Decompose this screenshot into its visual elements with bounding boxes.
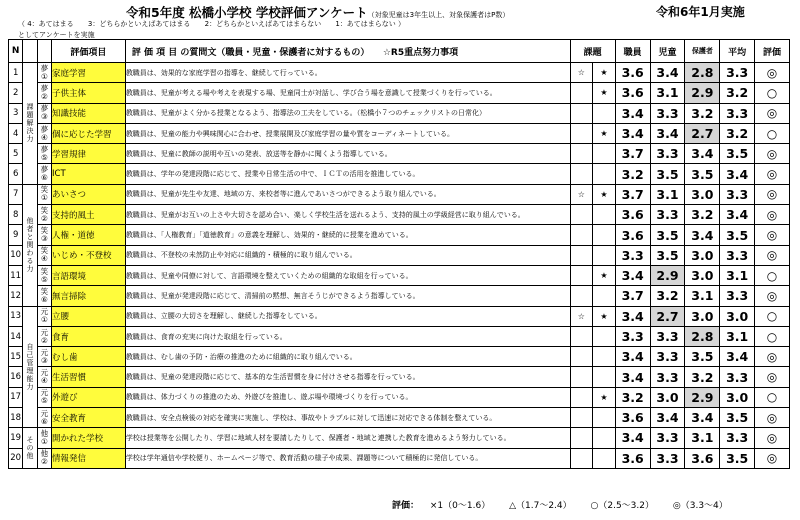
row-number: 10 [9, 245, 23, 265]
task-mark: ★ [593, 83, 616, 103]
evaluation-item: 食育 [52, 326, 126, 346]
score-child: 3.2 [650, 286, 685, 306]
item-code [37, 448, 51, 468]
item-code [37, 387, 51, 407]
score-staff: 3.4 [615, 306, 650, 326]
score-parent: 3.0 [685, 184, 720, 204]
evaluation-mark: ○ [755, 326, 790, 346]
score-parent: 3.5 [685, 347, 720, 367]
score-avg: 3.3 [720, 63, 755, 83]
score-avg: 3.0 [720, 387, 755, 407]
row-number: 8 [9, 205, 23, 225]
score-avg: 3.2 [720, 123, 755, 143]
score-parent: 3.4 [685, 225, 720, 245]
table-row [9, 164, 790, 184]
score-child: 3.1 [650, 83, 685, 103]
row-number: 18 [9, 408, 23, 428]
item-code [37, 164, 51, 184]
header-staff: 職員 [615, 40, 650, 63]
table-row [9, 103, 790, 123]
evaluation-item: いじめ・不登校 [52, 245, 126, 265]
evaluation-item: 言語環境 [52, 265, 126, 285]
task-mark [593, 428, 616, 448]
score-child: 3.3 [650, 428, 685, 448]
task-mark [593, 103, 616, 123]
item-code-text: 夢⑥ [40, 165, 49, 183]
score-child: 2.7 [650, 306, 685, 326]
evaluation-item: 立腰 [52, 306, 126, 326]
header-question: 評 価 項 目 の質問文（職員・児童・保護者に対するもの） ☆R5重点努力事項 [125, 40, 570, 63]
score-parent: 2.8 [685, 63, 720, 83]
score-parent: 2.7 [685, 123, 720, 143]
score-parent: 3.0 [685, 306, 720, 326]
task-mark: ★ [593, 123, 616, 143]
score-child: 3.4 [650, 408, 685, 428]
header-avg: 平均 [720, 40, 755, 63]
row-number: 4 [9, 123, 23, 143]
header-eval: 評価 [755, 40, 790, 63]
score-staff: 3.7 [615, 144, 650, 164]
item-code [37, 265, 51, 285]
task-mark [593, 144, 616, 164]
row-number: 16 [9, 367, 23, 387]
evaluation-item: 個に応じた学習 [52, 123, 126, 143]
score-child: 3.3 [650, 103, 685, 123]
task-mark: ★ [593, 63, 616, 83]
scale-label: 評価： [392, 501, 420, 511]
evaluation-item: むし歯 [52, 347, 126, 367]
evaluation-item: 外遊び [52, 387, 126, 407]
question-text: 教職員は、児童がよく分かる授業となるよう、指導法の工夫をしている。（松橋小７つのチェックリストの日常化） [125, 103, 570, 123]
table-row [9, 367, 790, 387]
row-number: 7 [9, 184, 23, 204]
priority-mark [570, 448, 593, 468]
score-parent: 2.9 [685, 83, 720, 103]
score-parent: 2.9 [685, 387, 720, 407]
table-row [9, 245, 790, 265]
priority-mark [570, 408, 593, 428]
priority-mark [570, 103, 593, 123]
priority-mark [570, 428, 593, 448]
evaluation-mark: ○ [755, 306, 790, 326]
score-parent: 3.4 [685, 144, 720, 164]
item-code-text: 夢② [40, 83, 49, 101]
item-code-text: 元④ [40, 368, 49, 386]
evaluation-mark: ◎ [755, 448, 790, 468]
legend-item: （ 4：あてはまる [18, 20, 74, 28]
evaluation-item: 人権・道徳 [52, 225, 126, 245]
evaluation-item: あいさつ [52, 184, 126, 204]
question-text: 教職員は、食育の充実に向けた取組を行っている。 [125, 326, 570, 346]
evaluation-mark: ◎ [755, 408, 790, 428]
task-mark [593, 164, 616, 184]
task-mark: ★ [593, 306, 616, 326]
table-row [9, 448, 790, 468]
evaluation-item: 無言掃除 [52, 286, 126, 306]
question-text: 教職員は、むし歯の予防・治療の推進のために組織的に取り組んでいる。 [125, 347, 570, 367]
item-code-text: 夢④ [40, 124, 49, 142]
priority-mark [570, 225, 593, 245]
row-number: 2 [9, 83, 23, 103]
item-code [37, 83, 51, 103]
priority-mark [570, 347, 593, 367]
task-mark [593, 225, 616, 245]
item-code [37, 184, 51, 204]
table-row [9, 286, 790, 306]
score-avg: 3.5 [720, 448, 755, 468]
task-mark [593, 408, 616, 428]
category-label [23, 428, 37, 469]
task-mark: ★ [593, 387, 616, 407]
score-staff: 3.3 [615, 326, 650, 346]
legend-item: 3：どちらかといえばあてはまる [87, 20, 191, 28]
question-text: 学校は学年通信や学校便り、ホームページ等で、教育活動の様子や成果、課題等について積極的に発信している。 [125, 448, 570, 468]
evaluation-item: ICT [52, 164, 126, 184]
row-number: 14 [9, 326, 23, 346]
score-staff: 3.7 [615, 286, 650, 306]
score-child: 3.3 [650, 448, 685, 468]
score-child: 2.9 [650, 265, 685, 285]
item-code-text: 他② [40, 449, 49, 467]
score-staff: 3.6 [615, 408, 650, 428]
category-text: 他者と関わる力 [26, 217, 34, 274]
evaluation-mark: ◎ [755, 347, 790, 367]
evaluation-item: 知識技能 [52, 103, 126, 123]
question-text: 教職員は、児童や同僚に対して、言語環境を整えていくための組織的な取組を行っている。 [125, 265, 570, 285]
priority-mark [570, 387, 593, 407]
score-staff: 3.4 [615, 367, 650, 387]
table-row [9, 326, 790, 346]
item-code [37, 347, 51, 367]
score-staff: 3.6 [615, 205, 650, 225]
score-child: 3.3 [650, 347, 685, 367]
score-avg: 3.3 [720, 367, 755, 387]
item-code [37, 306, 51, 326]
row-number: 20 [9, 448, 23, 468]
table-row [9, 144, 790, 164]
header-code [37, 40, 51, 63]
table-body [9, 63, 790, 469]
score-parent: 3.1 [685, 286, 720, 306]
item-code-text: 元⑥ [40, 408, 49, 426]
row-number: 19 [9, 428, 23, 448]
row-number: 3 [9, 103, 23, 123]
score-avg: 3.4 [720, 205, 755, 225]
task-mark [593, 326, 616, 346]
header-item: 評価項目 [52, 40, 126, 63]
evaluation-mark: ◎ [755, 286, 790, 306]
scale-item: ○（2.5～3.2） [590, 501, 654, 511]
question-text: 教職員は、効果的な家庭学習の指導を、継続して行っている。 [125, 63, 570, 83]
priority-mark: ☆ [570, 184, 593, 204]
task-mark [593, 367, 616, 387]
evaluation-mark: ◎ [755, 164, 790, 184]
score-child: 3.1 [650, 184, 685, 204]
header-category [23, 40, 37, 63]
evaluation-mark: ◎ [755, 103, 790, 123]
score-staff: 3.2 [615, 387, 650, 407]
category-text: その他 [26, 436, 34, 461]
item-code-text: 夢③ [40, 104, 49, 122]
evaluation-item: 子供主体 [52, 83, 126, 103]
table-row [9, 387, 790, 407]
item-code [37, 245, 51, 265]
evaluation-item: 安全教育 [52, 408, 126, 428]
category-label [23, 184, 37, 306]
evaluation-scale [392, 498, 744, 511]
legend-item: 2：どちらかといえばあてはまらない [204, 20, 322, 28]
evaluation-item: 情報発信 [52, 448, 126, 468]
survey-date: 令和6年1月実施 [656, 5, 745, 19]
question-text: 教職員は、「人権教育」「道徳教育」の意義を理解し、効果的・継続的に授業を進めている。 [125, 225, 570, 245]
item-code-text: 元③ [40, 347, 49, 365]
evaluation-mark: ◎ [755, 63, 790, 83]
header-parent: 保護者 [685, 40, 720, 63]
evaluation-mark: ○ [755, 265, 790, 285]
score-avg: 3.1 [720, 326, 755, 346]
item-code-text: 夢⑤ [40, 144, 49, 162]
legend-item: 1：あてはまらない ） [335, 20, 405, 28]
item-code-text: 笑③ [40, 226, 49, 244]
category-label [23, 63, 37, 185]
score-staff: 3.6 [615, 448, 650, 468]
item-code [37, 205, 51, 225]
score-staff: 3.4 [615, 347, 650, 367]
score-parent: 3.1 [685, 428, 720, 448]
row-number: 1 [9, 63, 23, 83]
item-code-text: 笑② [40, 205, 49, 223]
task-mark [593, 245, 616, 265]
score-avg: 3.3 [720, 286, 755, 306]
score-parent: 3.0 [685, 265, 720, 285]
evaluation-item: 生活習慣 [52, 367, 126, 387]
question-text: 教職員は、児童が考える場や考えを表現する場、児童同士が対話し、学び合う場を意識して授業づくりを行っている。 [125, 83, 570, 103]
scale-item: ×1（0～1.6） [429, 501, 491, 511]
score-parent: 3.0 [685, 245, 720, 265]
item-code [37, 63, 51, 83]
task-mark [593, 205, 616, 225]
evaluation-mark: ○ [755, 123, 790, 143]
evaluation-mark: ◎ [755, 144, 790, 164]
question-text: 教職員は、不登校の未然防止や対応に組織的・積極的に取り組んでいる。 [125, 245, 570, 265]
evaluation-table [8, 39, 790, 469]
score-avg: 3.1 [720, 265, 755, 285]
item-code-text: 夢① [40, 63, 49, 81]
task-mark [593, 347, 616, 367]
score-staff: 3.6 [615, 63, 650, 83]
item-code [37, 103, 51, 123]
category-text: 自己管理能力 [26, 342, 34, 391]
priority-mark [570, 245, 593, 265]
row-number: 13 [9, 306, 23, 326]
table-row [9, 205, 790, 225]
score-child: 3.3 [650, 205, 685, 225]
item-code-text: 笑⑤ [40, 266, 49, 284]
row-number: 15 [9, 347, 23, 367]
score-parent: 3.2 [685, 367, 720, 387]
score-staff: 3.4 [615, 265, 650, 285]
score-parent: 3.6 [685, 448, 720, 468]
priority-mark [570, 123, 593, 143]
score-avg: 3.3 [720, 428, 755, 448]
priority-mark [570, 326, 593, 346]
question-text: 教職員は、児童に教師の説明や互いの発表、放送等を静かに聞くよう指導している。 [125, 144, 570, 164]
evaluation-mark: ◎ [755, 367, 790, 387]
task-mark [593, 448, 616, 468]
score-staff: 3.4 [615, 103, 650, 123]
header-no: N [9, 40, 23, 63]
item-code [37, 286, 51, 306]
table-row [9, 225, 790, 245]
evaluation-mark: ◎ [755, 225, 790, 245]
item-code-text: 元② [40, 327, 49, 345]
evaluation-mark: ◎ [755, 428, 790, 448]
table-row [9, 63, 790, 83]
item-code [37, 144, 51, 164]
table-row [9, 408, 790, 428]
item-code-text: 笑⑥ [40, 286, 49, 304]
item-code [37, 428, 51, 448]
priority-mark [570, 265, 593, 285]
header-task: 課題 [570, 40, 615, 63]
row-number: 5 [9, 144, 23, 164]
score-staff: 3.7 [615, 184, 650, 204]
priority-mark [570, 367, 593, 387]
score-child: 3.4 [650, 63, 685, 83]
item-code [37, 123, 51, 143]
item-code-text: 元⑤ [40, 388, 49, 406]
evaluation-mark: ◎ [755, 205, 790, 225]
score-avg: 3.5 [720, 408, 755, 428]
header-child: 児童 [650, 40, 685, 63]
item-code-text: 元① [40, 307, 49, 325]
score-avg: 3.2 [720, 83, 755, 103]
task-mark [593, 286, 616, 306]
table-row [9, 347, 790, 367]
priority-mark [570, 83, 593, 103]
score-staff: 3.3 [615, 245, 650, 265]
evaluation-item: 家庭学習 [52, 63, 126, 83]
score-avg: 3.0 [720, 306, 755, 326]
title-note: （対象児童は3年生以上、対象保護者はP数） [367, 11, 510, 19]
evaluation-item: 学習規律 [52, 144, 126, 164]
row-number: 12 [9, 286, 23, 306]
score-child: 3.5 [650, 164, 685, 184]
evaluation-mark: ◎ [755, 184, 790, 204]
question-text: 教職員は、児童の能力や興味関心に合わせ、授業展開及び家庭学習の量や質をコーディネートしている。 [125, 123, 570, 143]
item-code [37, 408, 51, 428]
question-text: 教職員は、児童の発達段階に応じて、基本的な生活習慣を身に付けさせる指導を行っている。 [125, 367, 570, 387]
table-row [9, 428, 790, 448]
row-number: 9 [9, 225, 23, 245]
table-header-row [9, 40, 790, 63]
evaluation-mark: ◎ [755, 245, 790, 265]
question-text: 学校は授業等を公開したり、学習に地域人材を要請したりして、保護者・地域と連携した教育を進めるよう努力している。 [125, 428, 570, 448]
item-code-text: 笑① [40, 185, 49, 203]
priority-mark [570, 144, 593, 164]
question-text: 教職員は、安全点検後の対応を確実に実施し、学校は、事故やトラブルに対して迅速に対応できる体制を整えている。 [125, 408, 570, 428]
table-row [9, 184, 790, 204]
score-child: 3.5 [650, 225, 685, 245]
priority-mark [570, 164, 593, 184]
item-code-text: 笑④ [40, 246, 49, 264]
score-child: 3.4 [650, 123, 685, 143]
legend-item: としてアンケートを実施 [18, 31, 95, 39]
row-number: 11 [9, 265, 23, 285]
question-text: 教職員は、児童が先生や友達、地域の方、来校者等に進んであいさつができるよう取り組んでいる。 [125, 184, 570, 204]
task-mark: ★ [593, 184, 616, 204]
row-number: 17 [9, 387, 23, 407]
score-parent: 3.2 [685, 103, 720, 123]
priority-mark: ☆ [570, 63, 593, 83]
table-row [9, 123, 790, 143]
score-staff: 3.2 [615, 164, 650, 184]
score-staff: 3.4 [615, 123, 650, 143]
score-parent: 3.5 [685, 164, 720, 184]
score-avg: 3.3 [720, 103, 755, 123]
table-row [9, 265, 790, 285]
evaluation-mark: ○ [755, 83, 790, 103]
score-avg: 3.3 [720, 184, 755, 204]
score-staff: 3.4 [615, 428, 650, 448]
title-text: 令和5年度 松橋小学校 学校評価アンケート [126, 5, 368, 20]
row-number: 6 [9, 164, 23, 184]
score-avg: 3.5 [720, 225, 755, 245]
score-child: 3.3 [650, 326, 685, 346]
item-code-text: 他① [40, 428, 49, 446]
priority-mark: ☆ [570, 306, 593, 326]
scale-item: ◎（3.3～4） [672, 501, 728, 511]
score-staff: 3.6 [615, 83, 650, 103]
evaluation-mark: ○ [755, 387, 790, 407]
score-child: 3.3 [650, 367, 685, 387]
question-text: 教職員は、学年の発達段階に応じて、授業や日常生活の中で、ＩＣＴの活用を推進している。 [125, 164, 570, 184]
item-code [37, 326, 51, 346]
score-child: 3.3 [650, 144, 685, 164]
priority-mark [570, 205, 593, 225]
scale-item: △（1.7～2.4） [509, 501, 572, 511]
score-parent: 2.8 [685, 326, 720, 346]
score-child: 3.5 [650, 245, 685, 265]
priority-mark [570, 286, 593, 306]
task-mark: ★ [593, 265, 616, 285]
score-child: 3.0 [650, 387, 685, 407]
score-avg: 3.3 [720, 245, 755, 265]
score-staff: 3.6 [615, 225, 650, 245]
score-parent: 3.2 [685, 205, 720, 225]
question-text: 教職員は、児童が発達段階に応じて、清掃前の黙想、無言そうじができるよう指導している。 [125, 286, 570, 306]
evaluation-item: 支持的風土 [52, 205, 126, 225]
score-avg: 3.5 [720, 144, 755, 164]
question-text: 教職員は、児童がお互いの上さや大切さを認め合い、楽しく学校生活を送れるよう、支持的風土の学級経営に取り組んでいる。 [125, 205, 570, 225]
category-text: 課題解決力 [26, 103, 34, 144]
question-text: 教職員は、体力づくりの推進のため、外遊びを推進し、遊ぶ場や環境づくりを行っている。 [125, 387, 570, 407]
score-avg: 3.4 [720, 164, 755, 184]
score-avg: 3.4 [720, 347, 755, 367]
table-row [9, 83, 790, 103]
category-label [23, 306, 37, 428]
item-code [37, 225, 51, 245]
score-parent: 3.4 [685, 408, 720, 428]
evaluation-item: 開かれた学校 [52, 428, 126, 448]
item-code [37, 367, 51, 387]
rating-legend [18, 19, 488, 41]
table-row [9, 306, 790, 326]
question-text: 教職員は、立腰の大切さを理解し、継続した指導をしている。 [125, 306, 570, 326]
